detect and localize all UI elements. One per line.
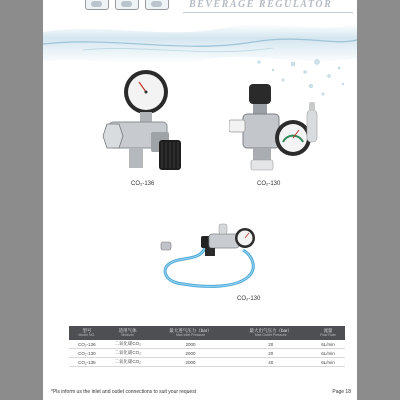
header-en: Max Outlet Pressure: [254, 333, 287, 337]
regulator-co2-136-image: [99, 68, 189, 176]
cell-inlet-pressure: 2000: [150, 340, 230, 349]
cell-inlet-pressure: 2000: [150, 349, 230, 358]
regulator-co2-130-image: [229, 80, 329, 176]
product-caption-co2-130-hose: CO₂-130: [237, 296, 261, 302]
spec-table: [69, 326, 345, 367]
header-cn: 型号: [82, 328, 92, 333]
cell-medium: 二氧化碳CO₂: [105, 349, 151, 358]
cell-outlet-pressure: 40: [231, 358, 311, 367]
cell-outlet-pressure: 20: [231, 340, 311, 349]
table-row: [69, 349, 345, 358]
table-header-row: [69, 326, 345, 340]
footnote: *Pls inform us the inlet and outlet connections to suit your request: [51, 389, 197, 395]
cell-medium: 二氧化碳CO₂: [105, 340, 151, 349]
page-number: Page 18: [332, 389, 351, 395]
table-row: [69, 358, 345, 367]
catalog-page: [43, 0, 357, 400]
page-title: BEVERAGE REGULATOR: [189, 0, 333, 10]
cell-medium: 二氧化碳CO₂: [105, 358, 151, 367]
cell-model: CO₂-130: [69, 349, 105, 358]
fitting-thumb-icon: [115, 0, 139, 10]
column-header-outlet-pressure: [231, 326, 311, 340]
header-cn: 适用气体: [118, 328, 137, 333]
cell-model: CO₂-136: [69, 340, 105, 349]
product-caption-co2-130-right: CO₂-130: [257, 181, 281, 187]
column-header-flow-rate: [311, 326, 345, 340]
column-header-medium: [105, 326, 151, 340]
header-en: Max Inlet Pressure: [175, 333, 206, 337]
header-cn: 最大进气压力（bar）: [169, 328, 212, 333]
product-caption-co2-136: CO₂-136: [131, 181, 155, 187]
cell-inlet-pressure: 2000: [150, 358, 230, 367]
column-header-inlet-pressure: [150, 326, 230, 340]
header-cn: 流量: [323, 328, 333, 333]
header-thumbnails: [85, 0, 169, 10]
regulator-co2-130-hose-image: [159, 222, 269, 296]
header-cn: 最大出气压力（bar）: [249, 328, 293, 333]
header-divider: [183, 12, 353, 13]
header-en: Medium: [121, 333, 134, 337]
header-en: Flow Rate: [320, 333, 336, 337]
column-header-model: [69, 326, 105, 340]
regulator-thumb-icon: [85, 0, 109, 10]
header-en: Model NO.: [78, 333, 96, 337]
gauge-thumb-icon: [145, 0, 169, 10]
cell-flow-rate: 6L/min: [311, 358, 345, 367]
cell-flow-rate: 6L/min: [311, 340, 345, 349]
table-row: [69, 340, 345, 349]
cell-outlet-pressure: 20: [231, 349, 311, 358]
cell-flow-rate: 6L/min: [311, 349, 345, 358]
cell-model: CO₂-135: [69, 358, 105, 367]
